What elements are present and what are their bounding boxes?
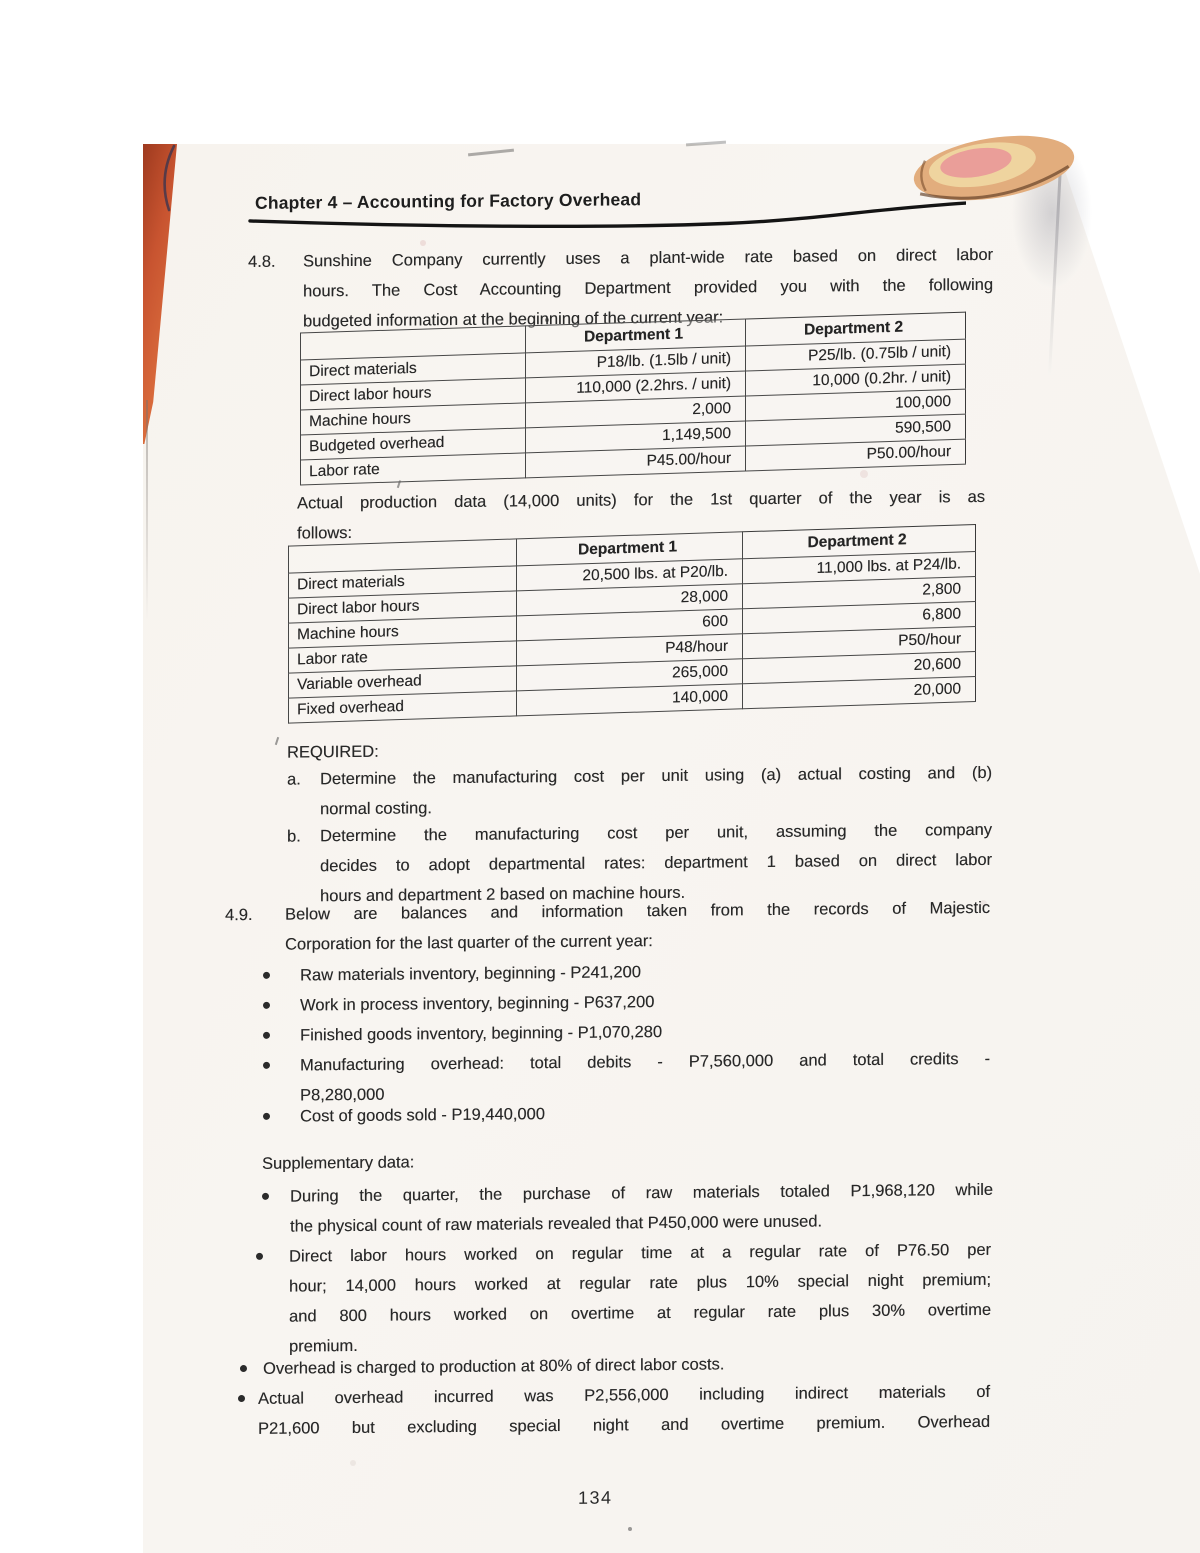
dept2-value: 590,500 [746,414,966,446]
row-label: Direct labor hours [301,378,526,410]
dept1-value: P18/lb. (1.5lb / unit) [526,346,746,378]
bullet-icon [256,1253,263,1260]
dept1-value: 600 [517,609,743,641]
paragraph-line: normal costing. [320,799,432,819]
balance-bullet: Work in process inventory, beginning - P637,200 [300,993,655,1015]
row-label: Labor rate [289,641,517,673]
dept2-value: 20,000 [743,677,976,709]
dept2-value: P50.00/hour [746,439,966,471]
page-number: 134 [578,1487,613,1508]
dept1-value: 2,000 [526,396,746,428]
paragraph-line: the physical count of raw materials revealed that P450,000 were unused. [290,1212,822,1236]
required-label: REQUIRED: [287,742,379,762]
row-label: Fixed overhead [289,691,517,723]
paragraph-line: premium. [289,1336,358,1356]
paragraph-line: Below are balances and information taken from the records of Majestic [285,898,990,924]
required-item-a [320,758,992,824]
paragraph-line: follows: [297,523,353,543]
supplementary-bullet: Overhead is charged to production at 80% of direct labor costs. [263,1355,725,1378]
problem-4-8-number: 4.8. [248,252,276,271]
paragraph-line: During the quarter, the purchase of raw materials totaled P1,968,120 while [290,1180,993,1206]
bullet-icon [263,972,270,979]
balance-bullet: Finished goods inventory, beginning - P1,070,280 [300,1023,663,1045]
row-label: Machine hours [301,403,526,435]
bullet-icon [263,1002,270,1009]
table-col-dept1: Department 1 [517,532,743,566]
supplementary-bullet [258,1377,990,1444]
dept1-value: 28,000 [517,584,743,616]
row-label: Direct materials [289,566,517,598]
paragraph-line: P21,600 but excluding special night and overtime premium. Overhead [258,1412,990,1438]
required-item-b-marker: b. [287,827,301,846]
paragraph-line: Determine the manufacturing cost per unit using (a) actual costing and (b) [320,763,992,789]
problem-4-9-intro [285,893,990,960]
dept2-value: 2,800 [743,577,976,609]
dept1-value: P48/hour [517,634,743,666]
dept1-value: 265,000 [517,659,743,691]
paragraph-line: Corporation for the last quarter of the current year: [285,932,653,954]
chapter-header: Chapter 4 – Accounting for Factory Overhead [255,189,642,213]
dept1-value: 1,149,500 [526,421,746,453]
table-col-dept2: Department 2 [746,312,966,346]
budgeted-info-table [300,312,966,486]
paragraph-line: Direct labor hours worked on regular time at a regular rate of P76.50 per [289,1240,991,1266]
supplementary-bullet [290,1175,993,1242]
problem-4-9-number: 4.9. [225,905,253,925]
dept2-value: 11,000 lbs. at P24/lb. [743,552,976,584]
dept2-value: 10,000 (0.2hr. / unit) [746,364,966,396]
supplementary-bullet [289,1235,991,1362]
dept2-value: 20,600 [743,652,976,684]
bullet-icon [238,1395,245,1402]
paragraph-line: Manufacturing overhead: total debits - P7,560,000 and total credits - [300,1049,990,1075]
chapter-underline [248,200,966,237]
dept1-value: 140,000 [517,684,743,716]
bullet-icon [263,1113,270,1120]
supplementary-label: Supplementary data: [262,1153,415,1173]
row-label: Direct labor hours [289,591,517,623]
paragraph-line: Actual overhead incurred was P2,556,000 including indirect materials of [258,1382,990,1408]
dept2-value: 100,000 [746,389,966,421]
dept1-value: 20,500 lbs. at P20/lb. [517,559,743,591]
row-label: Machine hours [289,616,517,648]
row-label: Variable overhead [289,666,517,698]
row-label: Budgeted overhead [301,428,526,460]
paragraph-line: budgeted information at the beginning of the current year: [303,308,724,331]
paragraph-line: P8,280,000 [300,1085,385,1105]
paragraph-line: hours and department 2 based on machine hours. [320,883,686,906]
bullet-icon [263,1032,270,1039]
required-item-a-marker: a. [287,770,301,789]
row-label: Direct materials [301,353,526,385]
actual-production-table [288,524,976,724]
balance-bullet: Raw materials inventory, beginning - P241,200 [300,963,641,985]
paragraph-line: hours. The Cost Accounting Department provided you with the following [303,275,993,301]
dept1-value: 110,000 (2.2hrs. / unit) [526,371,746,403]
dept2-value: P50/hour [743,627,976,659]
bullet-icon [263,1062,270,1069]
paragraph-line: Actual production data (14,000 units) for the 1st quarter of the year is as [297,487,985,513]
table-col-dept2: Department 2 [743,525,976,559]
dept2-value: P25/lb. (0.75lb / unit) [746,339,966,371]
paragraph-line: Sunshine Company currently uses a plant-wide rate based on direct labor [303,245,993,271]
paragraph-line: hour; 14,000 hours worked at regular rate plus 10% special night premium; [289,1270,991,1296]
row-label: Labor rate [301,453,526,485]
bullet-icon [240,1365,247,1372]
bullet-icon [262,1193,269,1200]
dept1-value: P45.00/hour [526,446,746,478]
dept2-value: 6,800 [743,602,976,634]
paragraph-line: and 800 hours worked on overtime at regular rate plus 30% overtime [289,1300,991,1326]
paragraph-line: Determine the manufacturing cost per unit, assuming the company [320,820,992,846]
table-col-dept1: Department 1 [526,319,746,353]
balance-bullet: Cost of goods sold - P19,440,000 [300,1105,545,1126]
paragraph-line: decides to adopt departmental rates: department 1 based on direct labor [320,850,992,876]
